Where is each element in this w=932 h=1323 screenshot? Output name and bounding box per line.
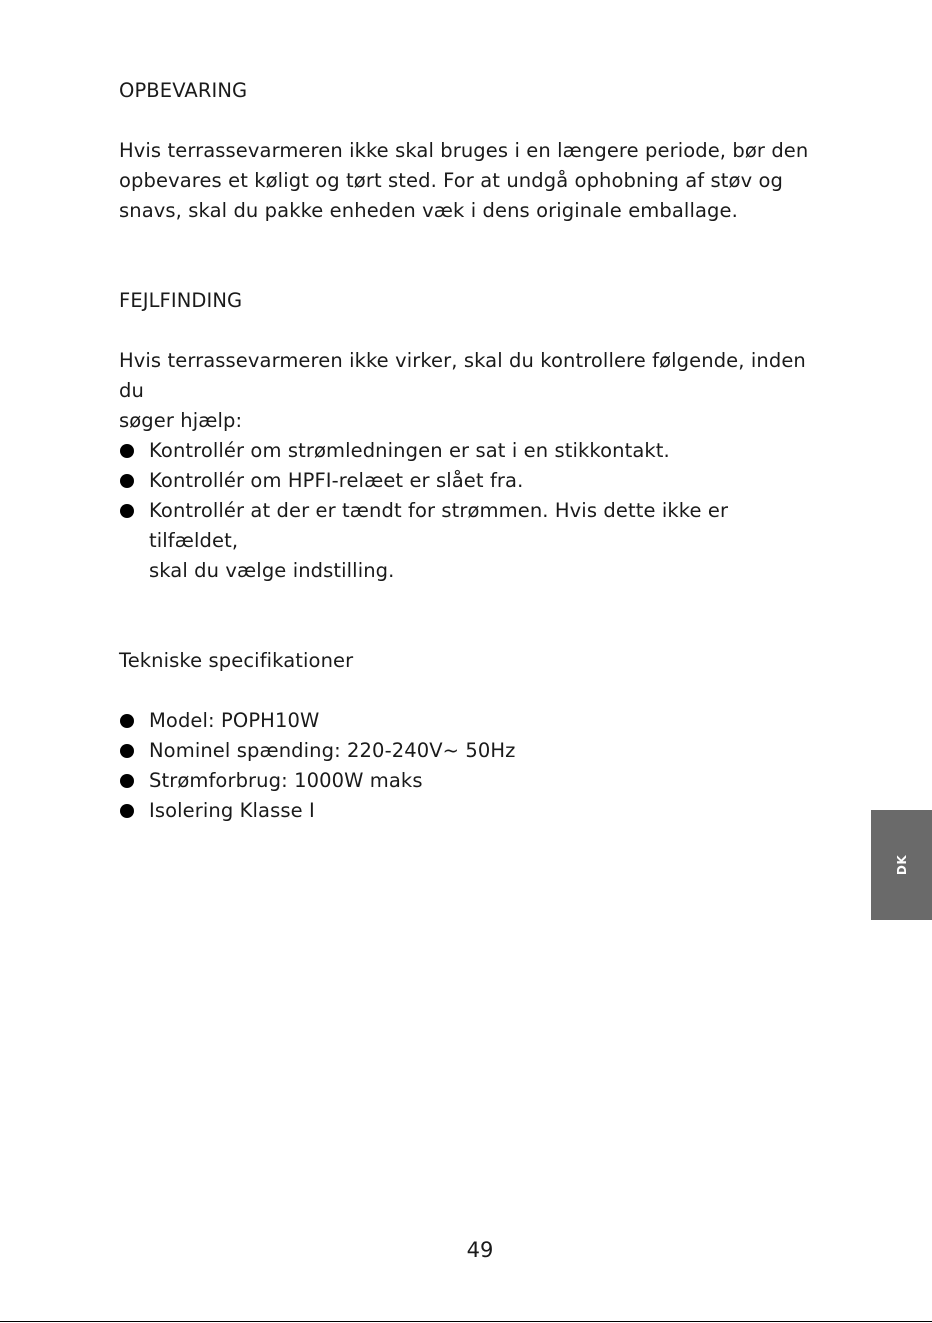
bullet-icon — [120, 774, 134, 788]
language-tab-label: DK — [894, 854, 909, 876]
troubleshooting-intro-line: søger hjælp: — [119, 409, 243, 432]
specifications-heading: Tekniske specifikationer — [119, 649, 354, 672]
list-item — [119, 466, 819, 496]
list-item — [119, 766, 819, 796]
list-item — [119, 496, 819, 586]
troubleshooting-heading: FEJLFINDING — [119, 289, 243, 312]
bullet-icon — [120, 744, 134, 758]
specifications-list — [119, 706, 819, 826]
page-content — [119, 76, 819, 826]
spec-insulation: Isolering Klasse I — [149, 799, 315, 822]
language-tab — [871, 810, 932, 920]
list-item — [119, 736, 819, 766]
bullet-icon — [120, 804, 134, 818]
bullet-icon — [120, 444, 134, 458]
spec-model: Model: POPH10W — [149, 709, 320, 732]
list-item-text: Kontrollér at der er tændt for strømmen. Hvis dette ikke er tilfældet, — [149, 499, 729, 552]
bullet-icon — [120, 714, 134, 728]
list-item-text: Kontrollér om strømledningen er sat i en stikkontakt. — [149, 439, 670, 462]
list-item-text: skal du vælge indstilling. — [149, 559, 395, 582]
spec-power: Strømforbrug: 1000W maks — [149, 769, 423, 792]
troubleshooting-list — [119, 436, 819, 586]
storage-line: snavs, skal du pakke enheden væk i dens originale emballage. — [119, 199, 738, 222]
bullet-icon — [120, 504, 134, 518]
list-item — [119, 706, 819, 736]
page-number: 49 — [466, 1238, 494, 1262]
storage-paragraph — [119, 136, 819, 226]
bottom-divider — [0, 1321, 932, 1322]
troubleshooting-intro-line: Hvis terrassevarmeren ikke virker, skal du kontrollere følgende, inden du — [119, 349, 806, 402]
storage-line: opbevares et køligt og tørt sted. For at undgå ophobning af støv og — [119, 169, 784, 192]
list-item-text: Kontrollér om HPFI-relæet er slået fra. — [149, 469, 524, 492]
storage-heading: OPBEVARING — [119, 79, 248, 102]
storage-line: Hvis terrassevarmeren ikke skal bruges i en længere periode, bør den — [119, 139, 809, 162]
bullet-icon — [120, 474, 134, 488]
list-item — [119, 796, 819, 826]
spec-voltage: Nominel spænding: 220-240V~ 50Hz — [149, 739, 516, 762]
troubleshooting-intro — [119, 346, 819, 436]
list-item — [119, 436, 819, 466]
